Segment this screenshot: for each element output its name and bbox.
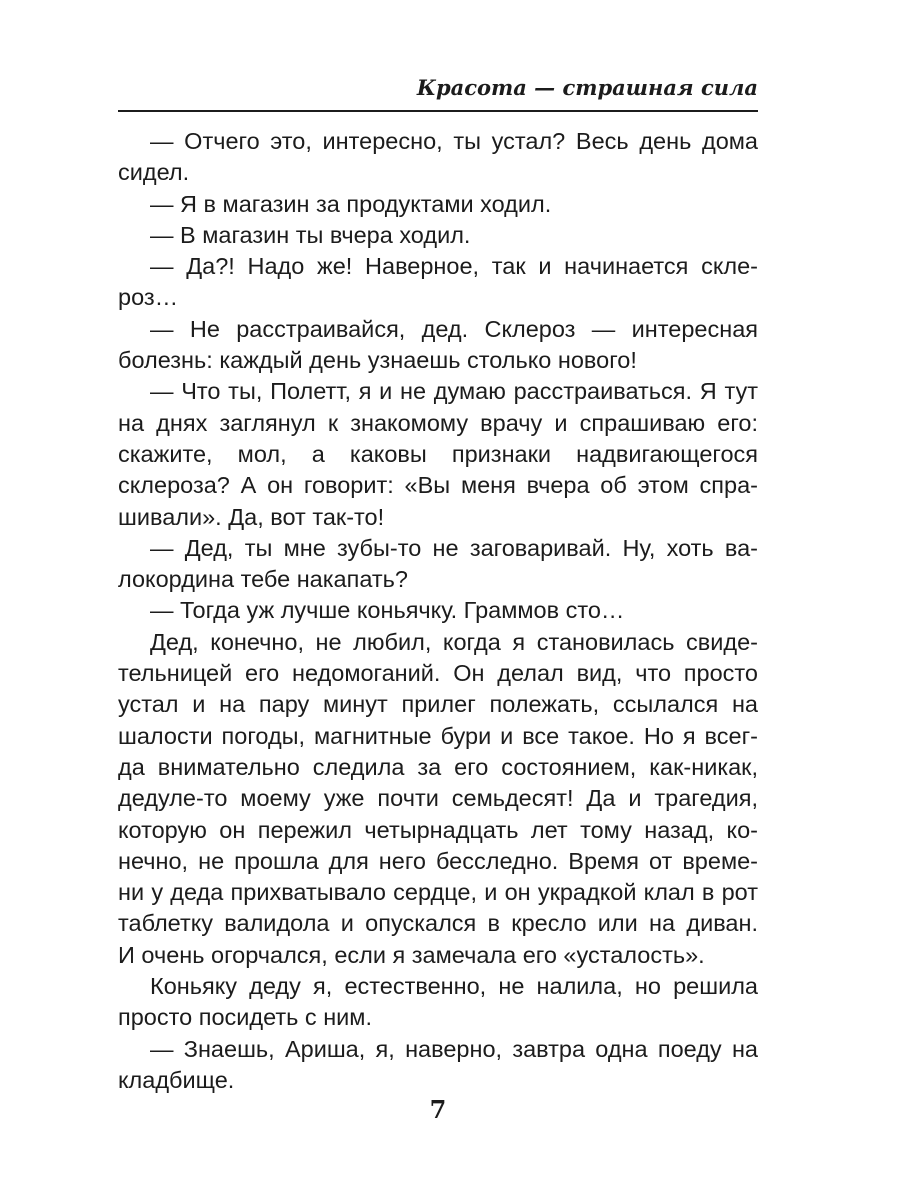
- text-line: да внимательно следила за его состоянием, как-никак,: [118, 753, 758, 780]
- text-line: Дед, конечно, не любил, когда я становилась свиде-: [150, 628, 758, 655]
- text-line: И очень огорчался, если я замечала его «усталость».: [118, 941, 705, 968]
- text-line: Коньяку деду я, естественно, не налила, но решила: [150, 973, 758, 1000]
- text-line: — В магазин ты вчера ходил.: [150, 221, 471, 248]
- text-line: склероза? А он говорит: «Вы меня вчера об этом спра-: [118, 472, 758, 499]
- text-line: просто посидеть с ним.: [118, 1004, 372, 1031]
- text-line: которую он пережил четырнадцать лет тому назад, ко-: [118, 816, 758, 843]
- text-line: устал и на пару минут прилег полежать, ссылался на: [118, 691, 758, 718]
- text-line: нечно, не прошла для него бесследно. Время от време-: [118, 847, 758, 874]
- text-line: на днях заглянул к знакомому врачу и спрашиваю его:: [118, 409, 758, 436]
- text-line: сидел.: [118, 159, 190, 186]
- running-head-title: Красота — страшная сила: [416, 75, 758, 100]
- text-line: — Да?! Надо же! Наверное, так и начинается скле-: [150, 253, 758, 280]
- text-line: — Тогда уж лучше коньячку. Граммов сто…: [150, 597, 625, 624]
- body-text: [118, 126, 758, 1096]
- text-line: — Отчего это, интересно, ты устал? Весь день дома: [150, 128, 758, 154]
- text-line: кладбище.: [118, 1066, 235, 1093]
- page-number: 7: [429, 1095, 447, 1124]
- text-line: ни у деда прихватывало сердце, и он украдкой клал в рот: [118, 879, 758, 906]
- text-line: — Знаешь, Ариша, я, наверно, завтра одна поеду на: [150, 1035, 758, 1062]
- text-line: — Дед, ты мне зубы-то не заговаривай. Ну, хоть ва-: [150, 534, 758, 561]
- text-line: скажите, мол, а каковы признаки надвигающегося: [118, 440, 758, 467]
- text-line: — Я в магазин за продуктами ходил.: [150, 190, 552, 217]
- text-line: тельницей его недомоганий. Он делал вид, что просто: [118, 660, 758, 687]
- text-line: дедуле-то моему уже почти семьдесят! Да и трагедия,: [118, 785, 758, 812]
- text-line: роз…: [118, 284, 179, 311]
- text-line: таблетку валидола и опускался в кресло или на диван.: [118, 910, 758, 937]
- text-line: шивали». Да, вот так-то!: [118, 503, 385, 530]
- text-line: шалости погоды, магнитные бури и все такое. Но я всег-: [118, 722, 758, 749]
- text-line: локордина тебе накапать?: [118, 566, 408, 593]
- header-rule: [118, 110, 758, 112]
- text-line: — Не расстраивайся, дед. Склероз — интересная: [150, 315, 758, 342]
- text-line: болезнь: каждый день узнаешь столько нового!: [118, 347, 637, 374]
- text-line: — Что ты, Полетт, я и не думаю расстраиваться. Я тут: [150, 378, 758, 405]
